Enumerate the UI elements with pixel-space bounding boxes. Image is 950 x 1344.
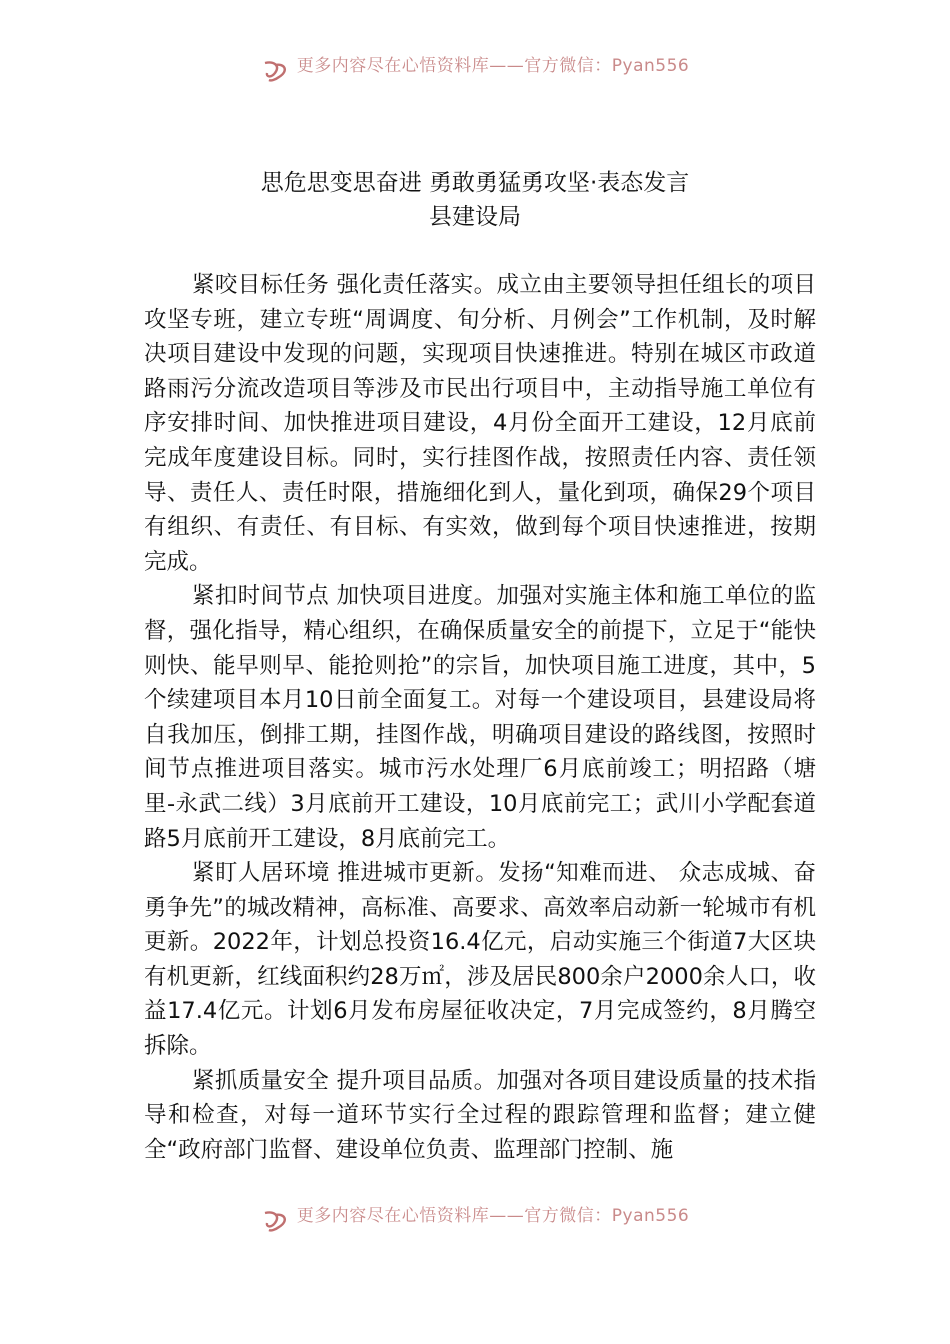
title-line-2-department: 县建设局 [429,204,521,230]
watermark-banner-bottom [0,1206,950,1236]
paragraph-2: 紧扣时间节点 加快项目进度。加强对实施主体和施工单位的监督，强化指导，精心组织，在确保质量安全的前提下，立足于“能快则快、能早则早、能抢则抢”的宗旨，加快项目施工进度，其中，5个续建项目本月10日前全面复工。对每一个建设项目，县建设局将自我加压，倒排工期，挂图作战，明确项目建设的路线图，按照时间节点推进项目落实。城市污水处理厂6月底前竣工；明招路（塘里-永武二线）3月底前开工建设，10月底前完工；武川小学配套道路5月底前开工建设，8月底前完工。 [144,583,816,852]
document-title [0,166,950,234]
paragraph-4: 紧抓质量安全 提升项目品质。加强对各项目建设质量的技术指导和检查，对每一道环节实行全过程的跟踪管理和监督；建立健全“政府部门监督、建设单位负责、监理部门控制、施 [144,1067,816,1163]
watermark-text: 更多内容尽在心悟资料库——官方微信：Pyan556 [296,56,690,76]
title-line-1: 思危思变思奋进 勇敢勇猛勇攻坚·表态发言 [260,170,690,196]
brand-logo-icon [261,1209,291,1233]
watermark-text: 更多内容尽在心悟资料库——官方微信：Pyan556 [296,1206,690,1226]
document-body [144,268,816,1167]
brand-logo-icon [261,59,291,83]
paragraph-3: 紧盯人居环境 推进城市更新。发扬“知难而进、 众志成城、奋勇争先”的城改精神，高标准、高要求、高效率启动新一轮城市有机更新。2022年，计划总投资16.4亿元，启动实施三个街道7大区块有机更新，红线面积约28万㎡，涉及居民800余户2000余人口，收益17.4亿元。计划6月发布房屋征收决定，7月完成签约，8月腾空拆除。 [144,860,816,1060]
watermark-banner-top [0,56,950,86]
paragraph-1: 紧咬目标任务 强化责任落实。成立由主要领导担任组长的项目攻坚专班，建立专班“周调度、旬分析、月例会”工作机制，及时解决项目建设中发现的问题，实现项目快速推进。特别在城区市政道路雨污分流改造项目等涉及市民出行项目中，主动指导施工单位有序安排时间、加快推进项目建设，4月份全面开工建设，12月底前完成年度建设目标。同时，实行挂图作战，按照责任内容、责任领导、责任人、责任时限，措施细化到人，量化到项，确保29个项目有组织、有责任、有目标、有实效，做到每个项目快速推进，按期完成。 [144,272,816,575]
